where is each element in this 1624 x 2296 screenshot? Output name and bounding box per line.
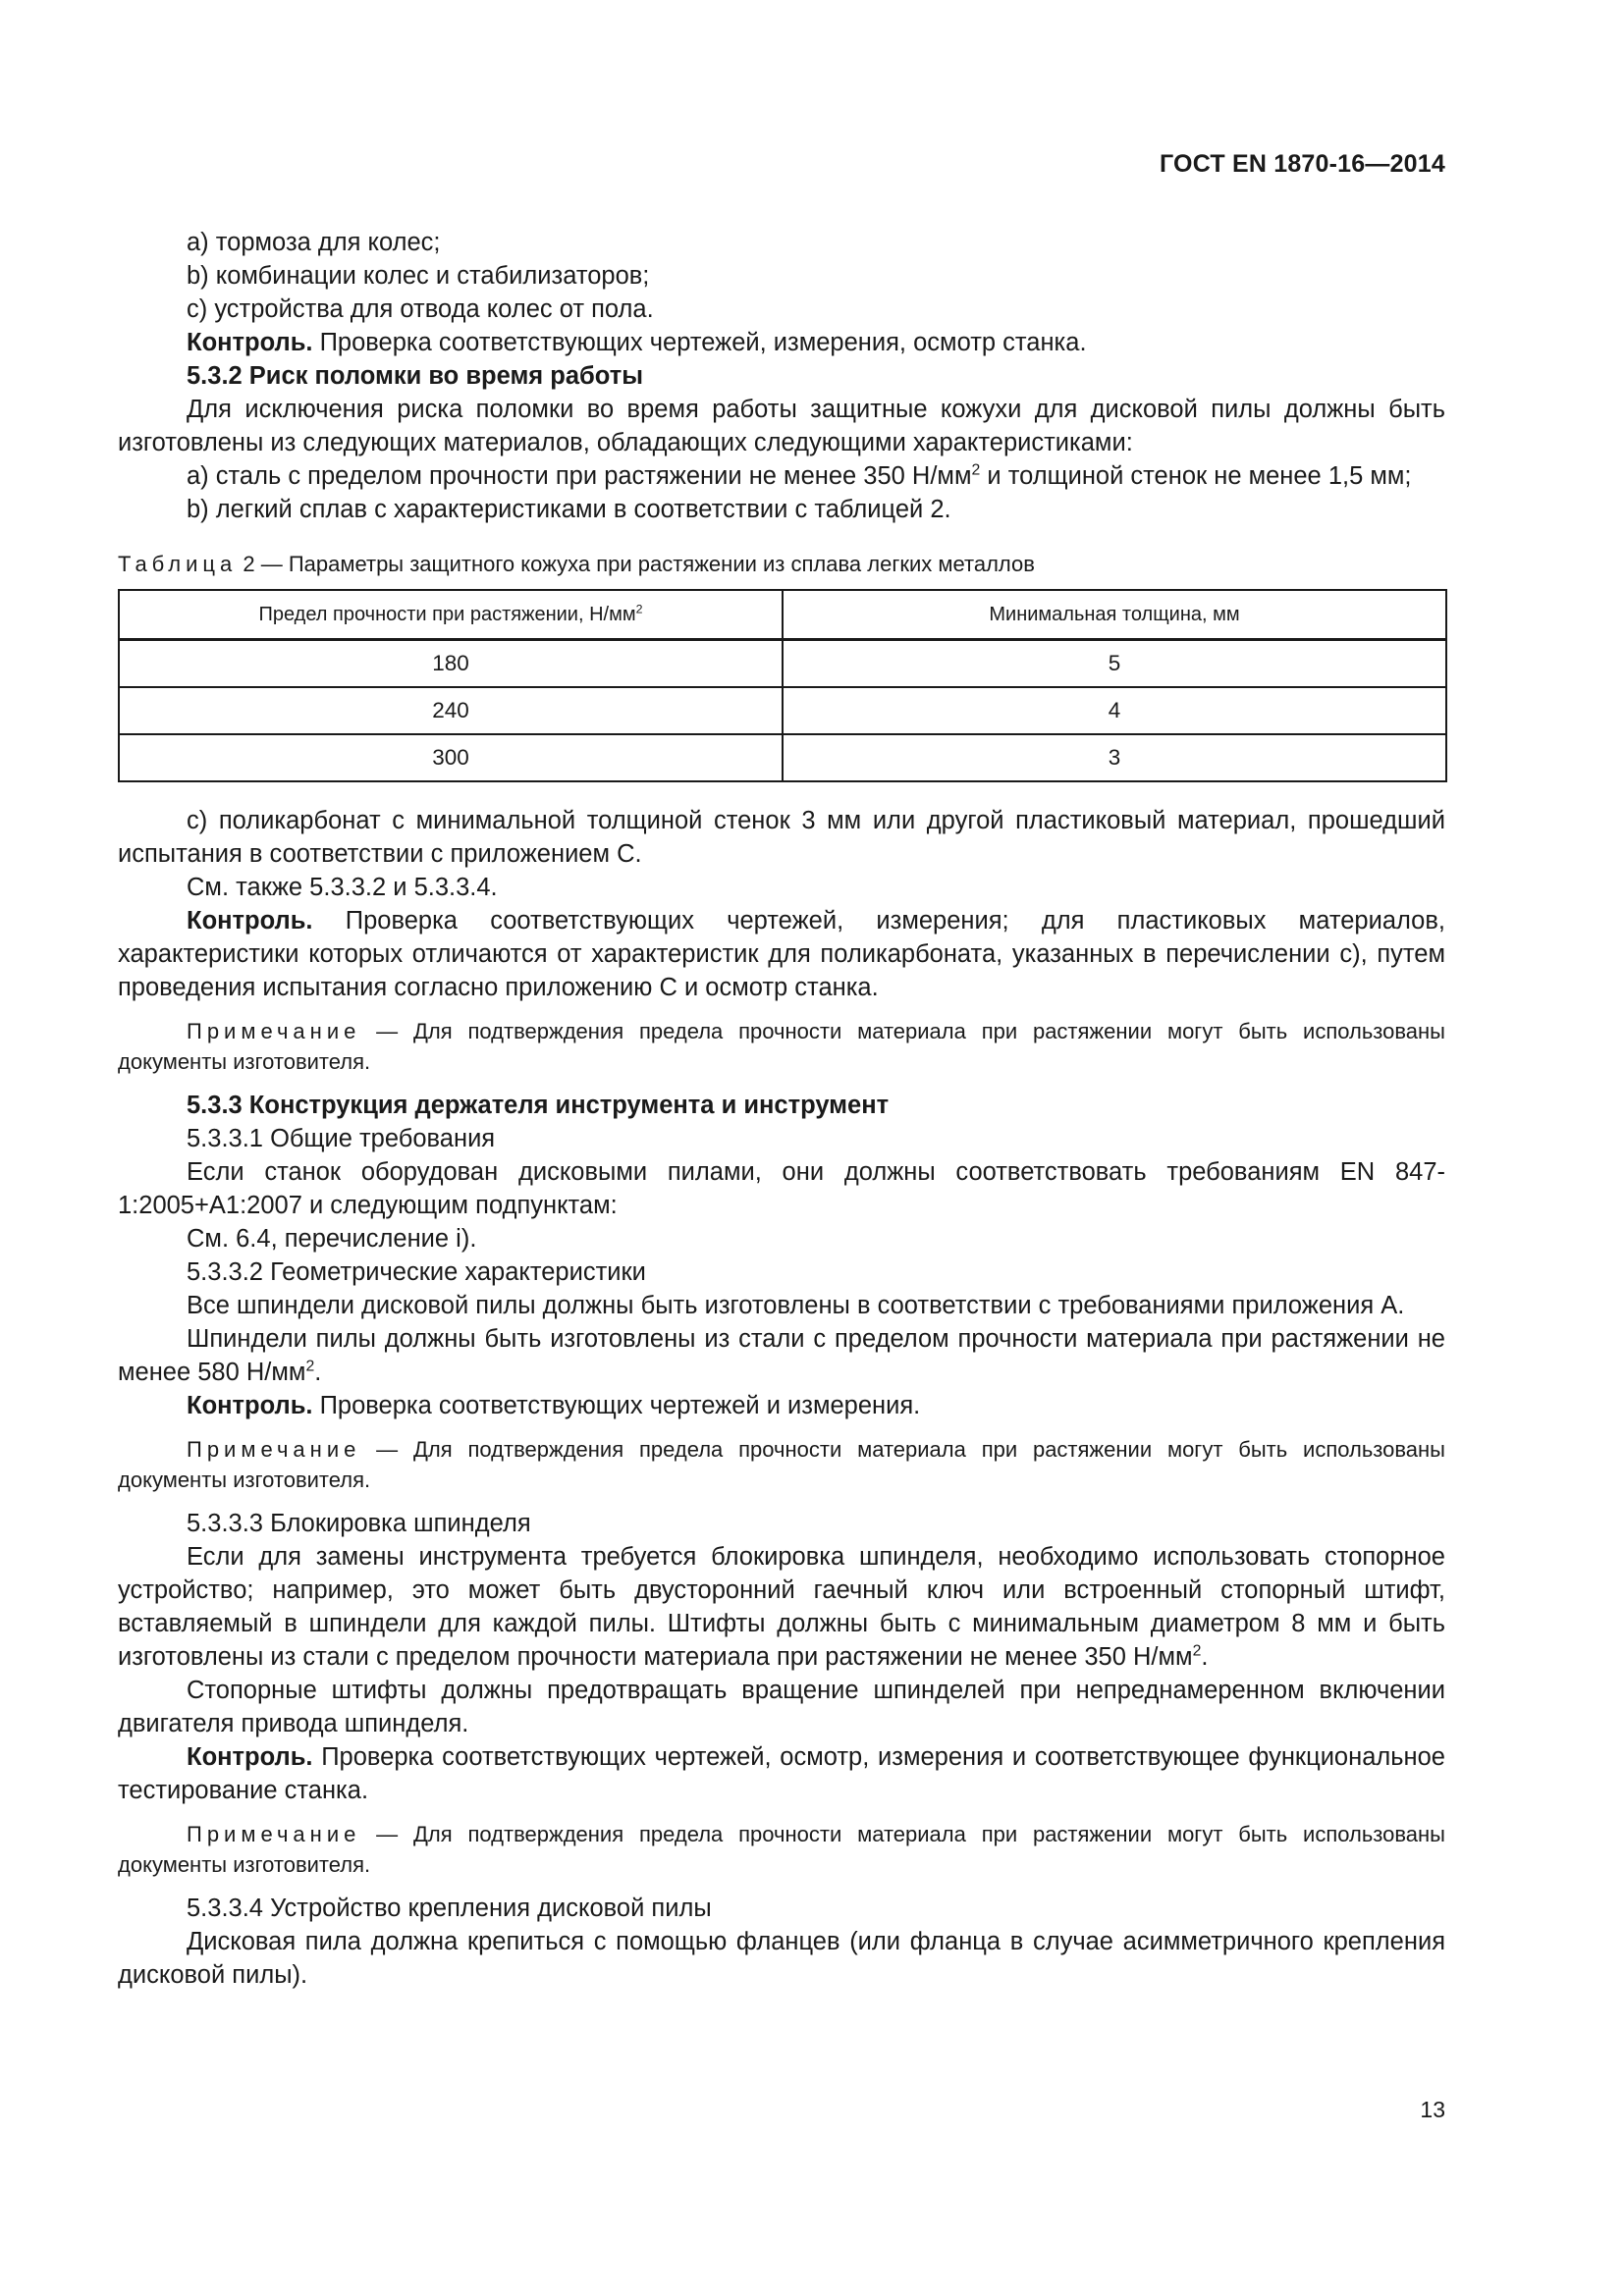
superscript: 2 xyxy=(1192,1642,1202,1660)
subsection-text-body: Если для замены инструмента требуется блокировка шпинделя, необходимо использовать стопорное устройство; например, это может быть двусторонний гаечный ключ или встроенный стопорный штифт, вставляемый в шпиндели для каждой пилы. Штифты должны быть с минимальным диаметром 8 мм и быть изготовлены из стали с пределом прочности материала при растяжении не менее 350 Н/мм xyxy=(118,1543,1445,1671)
subsection-text-body: Шпиндели пилы должны быть изготовлены из стали с пределом прочности материала при растяжении не менее 580 Н/мм xyxy=(118,1325,1445,1386)
cell-thickness: 4 xyxy=(783,687,1446,734)
note-label: Примечание xyxy=(187,1437,361,1462)
subsection-text: Дисковая пила должна крепиться с помощью фланцев (или фланца в случае асимметричного крепления дисковой пилы). xyxy=(118,1928,1445,1989)
table-2 xyxy=(118,589,1447,782)
note-text: — Для подтверждения предела прочности материала при растяжении могут быть использованы документы изготовителя. xyxy=(118,1822,1445,1877)
page-content xyxy=(118,226,1445,1992)
control-paragraph xyxy=(118,326,1445,359)
note xyxy=(118,1819,1445,1880)
superscript: 2 xyxy=(971,461,981,479)
list-item-c: с) устройства для отвода колес от пола. xyxy=(187,295,654,323)
subsection-text xyxy=(118,1540,1445,1674)
item-light-alloy: b) легкий сплав с характеристиками в соответствии с таблицей 2. xyxy=(187,496,951,523)
section-intro: Для исключения риска поломки во время работы защитные кожухи для дисковой пилы должны быть изготовлены из следующих материалов, обладающих следующими характеристиками: xyxy=(118,396,1445,456)
subsection-text-tail: . xyxy=(314,1359,322,1386)
subsection-title-5-3-3-4: 5.3.3.4 Устройство крепления дисковой пилы xyxy=(187,1895,712,1922)
superscript: 2 xyxy=(305,1358,315,1375)
control-text: Проверка соответствующих чертежей и измерения. xyxy=(312,1392,921,1419)
item-steel-text: а) сталь с пределом прочности при растяжении не менее 350 Н/мм xyxy=(187,462,972,490)
table-caption xyxy=(118,550,1445,579)
page-number: 13 xyxy=(1420,2097,1445,2122)
table-row xyxy=(119,687,1446,734)
control-text: Проверка соответствующих чертежей, осмотр, измерения и соответствующее функциональное тестирование станка. xyxy=(118,1743,1445,1804)
control-label: Контроль. xyxy=(187,907,313,934)
document-id-header: ГОСТ EN 1870-16—2014 xyxy=(1160,150,1445,178)
note xyxy=(118,1016,1445,1077)
subsection-title-5-3-3-2: 5.3.3.2 Геометрические характеристики xyxy=(187,1258,646,1286)
item-steel xyxy=(118,459,1445,493)
list-item-a: а) тормоза для колес; xyxy=(187,229,441,256)
control-label: Контроль. xyxy=(187,329,313,356)
item-steel-tail: и толщиной стенок не менее 1,5 мм; xyxy=(980,462,1412,490)
subsection-text: Если станок оборудован дисковыми пилами, они должны соответствовать требованиям EN 847-1:2005+A1:2007 и следующим подпунктам: xyxy=(118,1158,1445,1219)
cell-strength: 180 xyxy=(119,640,783,688)
cell-strength: 300 xyxy=(119,734,783,781)
control-text: Проверка соответствующих чертежей, измерения, осмотр станка. xyxy=(312,329,1087,356)
subsection-text xyxy=(118,1322,1445,1389)
control-label: Контроль. xyxy=(187,1743,313,1771)
note-label: Примечание xyxy=(187,1822,361,1846)
control-paragraph xyxy=(118,904,1445,1004)
table-row xyxy=(119,640,1446,688)
subsection-text-tail: . xyxy=(1201,1643,1209,1671)
note xyxy=(118,1434,1445,1495)
section-heading-5-3-3: 5.3.3 Конструкция держателя инструмента и инструмент xyxy=(187,1092,890,1119)
note-text: — Для подтверждения предела прочности материала при растяжении могут быть использованы документы изготовителя. xyxy=(118,1437,1445,1492)
column-header-strength-text: Предел прочности при растяжении, Н/мм xyxy=(258,603,636,625)
control-paragraph xyxy=(118,1740,1445,1807)
column-header-thickness: Минимальная толщина, мм xyxy=(783,590,1446,640)
column-header-strength xyxy=(119,590,783,640)
note-label: Примечание xyxy=(187,1019,361,1043)
cell-thickness: 3 xyxy=(783,734,1446,781)
table-header-row xyxy=(119,590,1446,640)
subsection-text: Все шпиндели дисковой пилы должны быть изготовлены в соответствии с требованиями приложения А. xyxy=(187,1292,1405,1319)
subsection-title-5-3-3-3: 5.3.3.3 Блокировка шпинделя xyxy=(187,1510,531,1537)
control-paragraph xyxy=(118,1389,1445,1422)
item-polycarbonate: с) поликарбонат с минимальной толщиной стенок 3 мм или другой пластиковый материал, прошедший испытания в соответствии с приложением С. xyxy=(118,807,1445,868)
see-also: См. 6.4, перечисление i). xyxy=(187,1225,477,1253)
table-row xyxy=(119,734,1446,781)
subsection-text: Стопорные штифты должны предотвращать вращение шпинделей при непреднамеренном включении двигателя привода шпинделя. xyxy=(118,1677,1445,1737)
section-heading-5-3-2: 5.3.2 Риск поломки во время работы xyxy=(187,362,643,390)
table-caption-label: Таблица xyxy=(118,552,238,576)
cell-strength: 240 xyxy=(119,687,783,734)
list-item-b: b) комбинации колес и стабилизаторов; xyxy=(187,262,650,290)
control-label: Контроль. xyxy=(187,1392,313,1419)
control-text: Проверка соответствующих чертежей, измерения; для пластиковых материалов, характеристики которых отличаются от характеристик для поликарбоната, указанных в перечислении с), путем проведения испытания согласно приложению С и осмотр станка. xyxy=(118,907,1445,1001)
subsection-title-5-3-3-1: 5.3.3.1 Общие требования xyxy=(187,1125,496,1152)
table-caption-text: 2 — Параметры защитного кожуха при растяжении из сплава легких металлов xyxy=(237,552,1035,576)
see-also: См. также 5.3.3.2 и 5.3.3.4. xyxy=(187,874,498,901)
superscript: 2 xyxy=(635,601,643,615)
note-text: — Для подтверждения предела прочности материала при растяжении могут быть использованы документы изготовителя. xyxy=(118,1019,1445,1074)
cell-thickness: 5 xyxy=(783,640,1446,688)
